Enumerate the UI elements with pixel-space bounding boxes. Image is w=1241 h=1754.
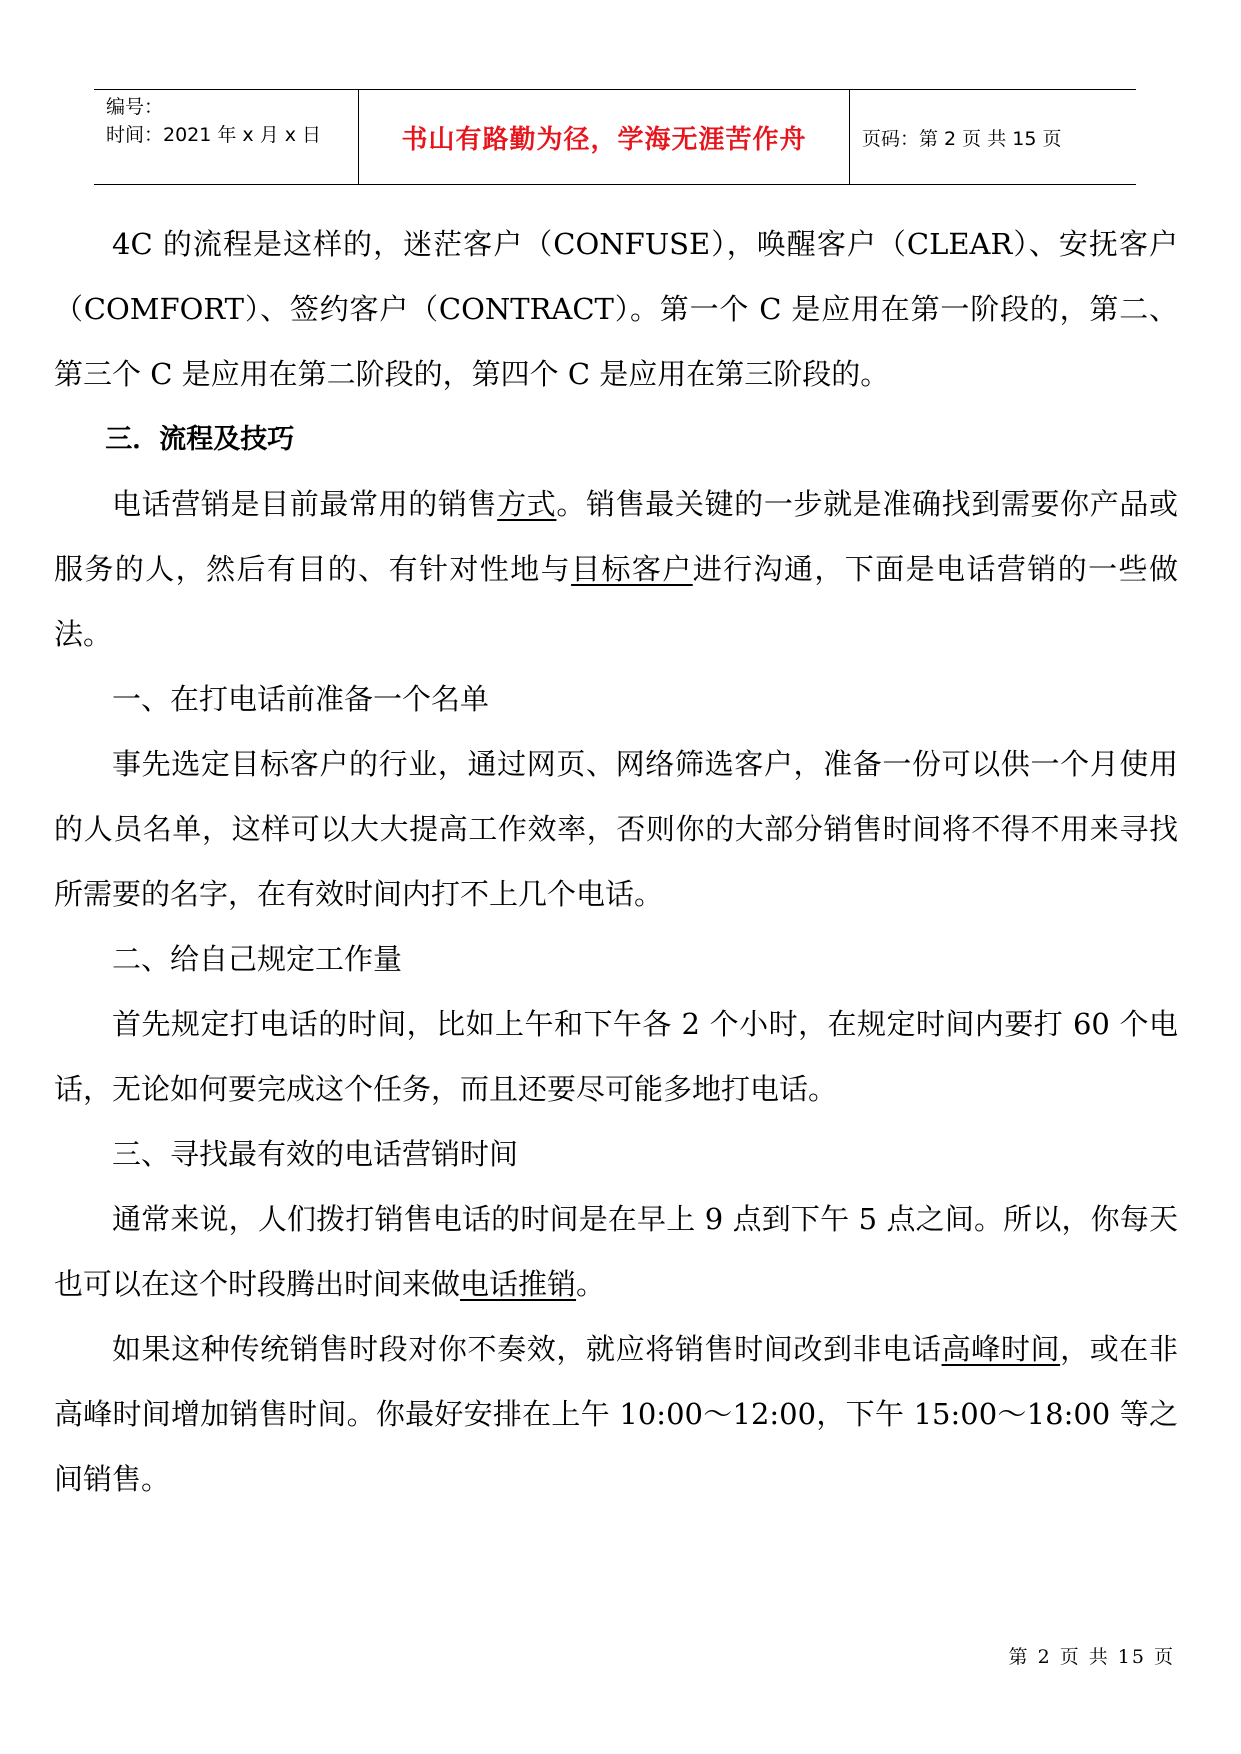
page-header bbox=[94, 89, 1136, 185]
text-run: 。销售最关键的一步就是准确找到需要你产品或服务的人，然后有目的、有针对性地与 bbox=[54, 487, 1178, 586]
header-page-cell bbox=[850, 90, 1136, 184]
number-label: 编号： bbox=[106, 96, 164, 118]
document-body bbox=[54, 212, 1178, 1512]
subheading-prepare-list: 一、在打电话前准备一个名单 bbox=[112, 682, 490, 716]
link-telemarketing[interactable]: 电话推销 bbox=[460, 1267, 577, 1301]
text-run: 。 bbox=[576, 1267, 606, 1301]
paragraph-4c-process: 4C 的流程是这样的，迷茫客户（CONFUSE），唤醒客户（CLEAR）、安抚客户（COMFORT）、签约客户（CONTRACT）。第一个 C 是应用在第一阶段的，第二、第三个 C 是应用在第二阶段的，第四个 C 是应用在第三阶段的。 bbox=[54, 227, 1178, 391]
paragraph-best-time bbox=[54, 1187, 1178, 1317]
link-peak-time[interactable]: 高峰时间 bbox=[941, 1332, 1061, 1366]
text-run: 如果这种传统销售时段对你不奏效，就应将销售时间改到非电话 bbox=[112, 1332, 942, 1366]
text-run: 电话营销是目前最常用的销售 bbox=[112, 487, 498, 521]
paragraph-telemarketing-intro bbox=[54, 472, 1178, 667]
section-heading-process: 三．流程及技巧 bbox=[105, 424, 295, 455]
motto: 书山有路勤为径，学海无涯苦作舟 bbox=[401, 124, 807, 155]
subheading-best-time: 三、寻找最有效的电话营销时间 bbox=[112, 1137, 519, 1171]
link-target-customer[interactable]: 目标客户 bbox=[571, 552, 693, 586]
page-footer: 第 2 页 共 15 页 bbox=[1008, 1646, 1175, 1668]
page-number-label: 页码：第 2 页 共 15 页 bbox=[862, 127, 1062, 150]
date-label: 时间：2021 年 x 月 x 日 bbox=[106, 124, 322, 146]
subheading-workload: 二、给自己规定工作量 bbox=[112, 942, 403, 976]
paragraph-off-peak bbox=[54, 1317, 1178, 1512]
paragraph-workload: 首先规定打电话的时间，比如上午和下午各 2 个小时，在规定时间内要打 60 个电话，无论如何要完成这个任务，而且还要尽可能多地打电话。 bbox=[54, 1007, 1178, 1106]
text-run: 通常来说，人们拨打销售电话的时间是在早上 9 点到下午 5 点之间。所以，你每天也可以在这个时段腾出时间来做 bbox=[54, 1202, 1178, 1301]
paragraph-prepare-list: 事先选定目标客户的行业，通过网页、网络筛选客户，准备一份可以供一个月使用的人员名单，这样可以大大提高工作效率，否则你的大部分销售时间将不得不用来寻找所需要的名字，在有效时间内打不上几个电话。 bbox=[54, 747, 1178, 911]
header-motto-cell bbox=[359, 90, 850, 184]
header-meta-cell bbox=[94, 90, 359, 184]
text-run: ，或在非高峰时间增加销售时间。你最好安排在上午 10:00～12:00，下午 15:00～18:00 等之间销售。 bbox=[54, 1332, 1178, 1496]
link-method[interactable]: 方式 bbox=[497, 487, 557, 521]
text-run: 进行沟通，下面是电话营销的一些做法。 bbox=[54, 552, 1178, 651]
